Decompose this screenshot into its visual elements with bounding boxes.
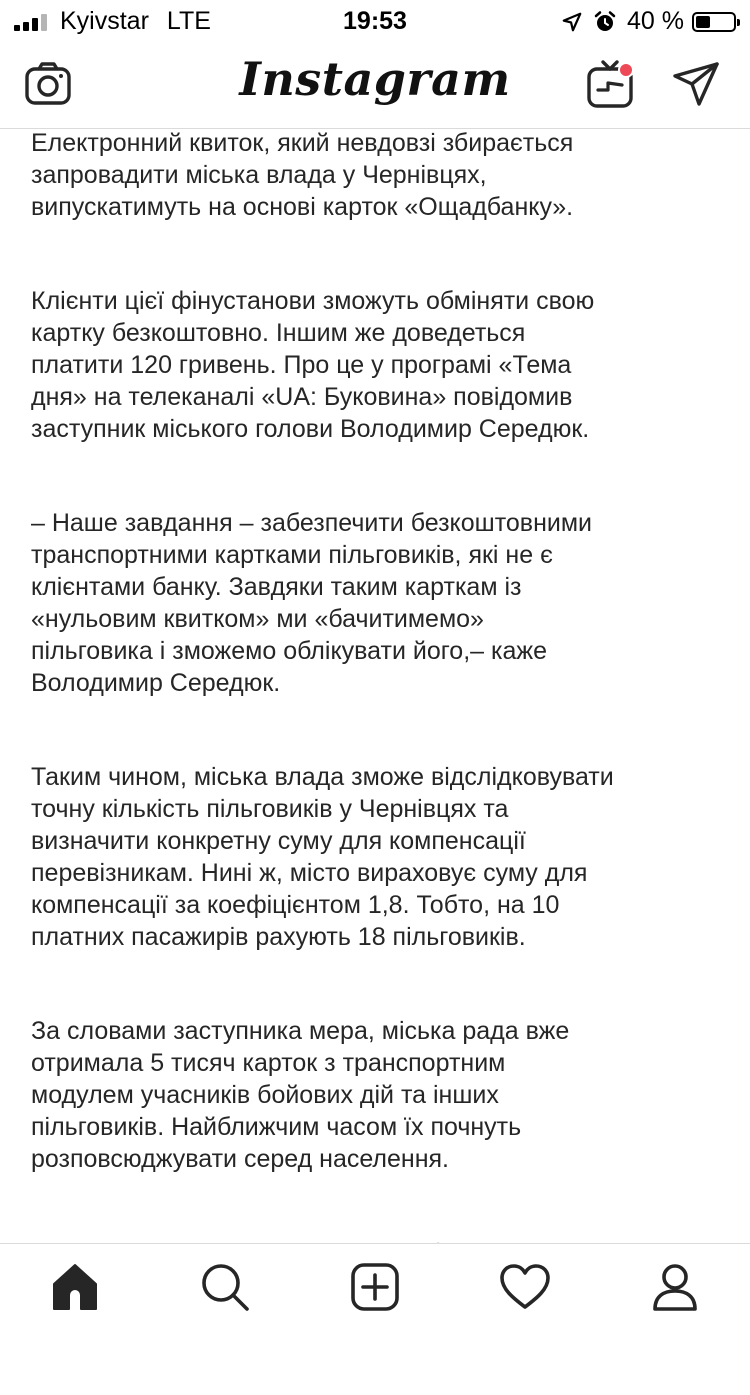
caption-paragraph: Клієнти цієї фінустанови зможуть обміняти свою картку безкоштовно. Іншим же доведеться платити 120 гривень. Про це у програмі «Тема дня» на телеканалі «UA: Буковина» повідомив заступник міського голови Володимир Середюк. bbox=[31, 287, 595, 443]
tab-profile[interactable] bbox=[635, 1252, 715, 1322]
caption-paragraph: Електронний квиток, який невдовзі збирається запровадити міська влада у Чернівцях, випускатимуть на основі карток «Ощадбанку». bbox=[31, 129, 574, 221]
caption-paragraph: – Наше завдання – забезпечити безкоштовними транспортними картками пільговиків, які не є клієнтами банку. Завдяки таким карткам із «нульовим квитком» ми «бачитимемо» пільговика і зможемо облікувати його,– каже Володимир Середюк. bbox=[31, 509, 593, 697]
new-post-icon bbox=[350, 1262, 400, 1312]
tab-activity[interactable] bbox=[485, 1252, 565, 1322]
bottom-tab-bar bbox=[0, 1243, 750, 1334]
app-header bbox=[0, 40, 750, 129]
carrier-name: Kyivstar bbox=[60, 7, 149, 35]
instagram-logo: Instagram bbox=[239, 52, 511, 106]
notification-dot bbox=[618, 62, 634, 78]
alarm-clock-icon bbox=[593, 10, 617, 34]
caption-paragraph: Таким чином, міська влада зможе відслідковувати точну кількість пільговиків у Чернівцях та визначити конкретну суму для компенсації перевізникам. Нині ж, місто вираховує суму для компенсації за коефіцієнтом 1,8. Тобто, на 10 платних пасажирів рахують 18 пільговиків. bbox=[31, 763, 614, 951]
post-caption bbox=[31, 127, 731, 1395]
network-type: LTE bbox=[166, 7, 211, 35]
battery-percent: 40 % bbox=[627, 7, 684, 35]
status-bar bbox=[0, 0, 750, 40]
location-arrow-icon bbox=[561, 11, 583, 33]
igtv-button[interactable] bbox=[582, 56, 638, 112]
post-caption-scroll[interactable] bbox=[0, 129, 750, 1243]
status-time: 19:53 bbox=[343, 7, 407, 35]
search-icon bbox=[200, 1262, 250, 1312]
activity-heart-icon bbox=[499, 1263, 551, 1311]
status-right bbox=[561, 7, 736, 36]
battery-level bbox=[696, 16, 710, 28]
battery-icon bbox=[692, 12, 736, 32]
tab-search[interactable] bbox=[185, 1252, 265, 1322]
caption-paragraph: За словами заступника мера, міська рада вже отримала 5 тисяч карток з транспортним модулем учасників бойових дій та інших пільговиків. Найближчим часом їх почнуть розповсюджувати серед населення. bbox=[31, 1017, 570, 1173]
direct-message-button[interactable] bbox=[668, 56, 724, 112]
tab-home[interactable] bbox=[35, 1252, 115, 1322]
home-icon bbox=[50, 1262, 100, 1312]
tab-new-post[interactable] bbox=[335, 1252, 415, 1322]
direct-message-icon bbox=[672, 60, 720, 108]
profile-icon bbox=[650, 1262, 700, 1312]
